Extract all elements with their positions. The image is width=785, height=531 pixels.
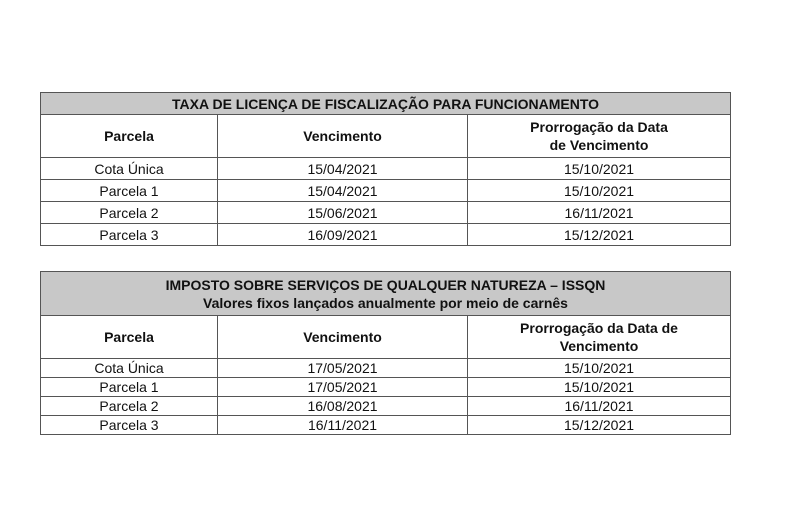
- issqn-schedule-table: [40, 271, 731, 435]
- subtitle-line: Valores fixos lançados anualmente por meio de carnês: [203, 294, 568, 311]
- cell-vencimento: 16/08/2021: [218, 397, 468, 416]
- cell-parcela: Cota Única: [41, 359, 218, 378]
- cell-parcela: Parcela 2: [41, 397, 218, 416]
- cell-prorrogacao: 15/10/2021: [468, 158, 731, 180]
- header-line: de Vencimento: [549, 137, 649, 153]
- table-row: [41, 416, 731, 435]
- column-header-prorrogacao: [468, 115, 731, 158]
- cell-prorrogacao: 15/12/2021: [468, 416, 731, 435]
- cell-prorrogacao: 15/12/2021: [468, 224, 731, 246]
- cell-prorrogacao: 15/10/2021: [468, 180, 731, 202]
- cell-vencimento: 16/09/2021: [218, 224, 468, 246]
- cell-parcela: Parcela 3: [41, 224, 218, 246]
- tlf-schedule-table: [40, 92, 731, 246]
- column-header-prorrogacao: [468, 316, 731, 359]
- cell-parcela: Parcela 3: [41, 416, 218, 435]
- cell-parcela: Parcela 1: [41, 180, 218, 202]
- cell-vencimento: 15/04/2021: [218, 180, 468, 202]
- column-header-vencimento: Vencimento: [218, 316, 468, 359]
- cell-vencimento: 16/11/2021: [218, 416, 468, 435]
- table-row: [41, 224, 731, 246]
- table-row: [41, 202, 731, 224]
- cell-vencimento: 17/05/2021: [218, 378, 468, 397]
- table-row: [41, 359, 731, 378]
- cell-prorrogacao: 15/10/2021: [468, 359, 731, 378]
- cell-prorrogacao: 16/11/2021: [468, 202, 731, 224]
- table-row: [41, 378, 731, 397]
- cell-parcela: Parcela 2: [41, 202, 218, 224]
- cell-prorrogacao: 15/10/2021: [468, 378, 731, 397]
- column-header-parcela: Parcela: [41, 316, 218, 359]
- cell-parcela: Cota Única: [41, 158, 218, 180]
- header-line: Prorrogação da Data: [530, 119, 668, 135]
- header-line: Prorrogação da Data de: [520, 320, 678, 336]
- title-line: IMPOSTO SOBRE SERVIÇOS DE QUALQUER NATUREZA – ISSQN: [165, 276, 606, 293]
- column-header-vencimento: Vencimento: [218, 115, 468, 158]
- header-line: Vencimento: [559, 338, 639, 354]
- table-title: TAXA DE LICENÇA DE FISCALIZAÇÃO PARA FUNCIONAMENTO: [41, 93, 731, 115]
- table-row: [41, 180, 731, 202]
- cell-vencimento: 15/06/2021: [218, 202, 468, 224]
- column-header-parcela: Parcela: [41, 115, 218, 158]
- table-row: [41, 397, 731, 416]
- table-title: [41, 272, 731, 316]
- table-row: [41, 158, 731, 180]
- cell-vencimento: 15/04/2021: [218, 158, 468, 180]
- cell-prorrogacao: 16/11/2021: [468, 397, 731, 416]
- cell-parcela: Parcela 1: [41, 378, 218, 397]
- cell-vencimento: 17/05/2021: [218, 359, 468, 378]
